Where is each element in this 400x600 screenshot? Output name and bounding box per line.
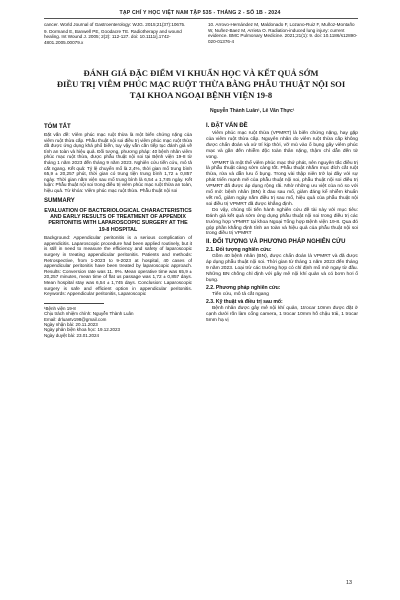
- abstract-vi-text: Đặt vấn đề: Viêm phúc mạc ruột thừa là một biến chứng nặng của viêm ruột thừa cấp. Phẫu thuật nội soi điều trị viêm phúc mạc ruột thừa đã được ứng dụng khá phổ biến, tuy vậy vẫn cần tiếp tục đánh giá về tính an toàn và hiệu quả. Đối tượng, phương pháp: 40 bệnh nhân viêm phúc mạc ruột thừa, được phẫu thuật nội soi tại Bệnh viện 19-8 từ tháng 1 năm 2023 đến tháng 9 năm 2023. Nghiên cứu tiến cứu, mô tả cắt ngang. Kết quả: Tỷ lệ chuyển mổ là 2,4%, thời gian mổ trung bình 65,9 ± 20,257 phút, thời gian có trung tiện trung bình 1,72 ± 0,857 ngày. Thời gian nằm viện sau mổ trung bình là 6,54 ± 1,745 ngày. Kết luận: Phẫu thuật nội soi trong điều trị viêm phúc mạc ruột thừa an toàn, hiệu quả. Từ khóa: Viêm phúc mạc ruột thừa. Phẫu thuật nội soi: [44, 132, 192, 193]
- intro-paragraph-2: VPMRT là một thể viêm phúc mạc thứ phát, nên nguyên tắc điều trị là phẫu thuật càng sớm càng tốt. Phẫu thuật nhằm mục đích cắt ruột thừa, rửa và dẫn lưu ổ bụng. Trong vài thập niên trở lại đây với sự phát triển mạnh mẽ của phẫu thuật nội soi, phẫu thuật nội soi điều trị VPMRT đã được áp dụng rộng rãi. Nhờ những ưu việt của nó so với mổ mở: bệnh nhân (BN) ít đau sau mổ, giảm đáng kể nhiễm khuẩn vết mổ, giảm ngày nằm điều trị sau mổ, hiệu quả của phẫu thuật nội soi điều trị VPMRT đã được khẳng định.: [206, 160, 358, 207]
- summary-text: Background: Appendicular peritonitis is a serious complication of appendicitis. Laparoscopic procedure had been applied routinely, but it is still in need to measure the efficiency and safety of laparoscopic surgery in treating appendicular peritonitis. Patients and methods: Retrospective, from 1-2023 to 9-2023 at hospital, 40 cases of appendicular peritonitis have been treated by laparoscopic approach. Results: Conversion rate was 11. 9%. Mean operative time was 65,9 ± 20,257 minutes, mean time of flat us passage was 1,72 ± 0,857 days. Mean hospital stay was 6,54 ± 1,745 days. Conclusion: Laparoscopic surgery is safe and efficient option in appendicular peritonitis. Keywords: Appendicular peritonitis, Laparoscopic: [44, 235, 192, 297]
- section-2-1-text: Gồm 40 bệnh nhân (BN), được chẩn đoán là VPMRT và đã được áp dụng phẫu thuật nội soi. Thời gian từ tháng 1 năm 2023 đến tháng 9 năm 2023. Loại trừ các trường hợp có chỉ định mổ mở ngay từ đầu. Những BN chống chỉ định với gây mê nội khí quản và có bơm hơi ổ bụng.: [206, 254, 358, 283]
- section-2-2-text: Tiến cứu, mô tả cắt ngang: [212, 291, 269, 297]
- title-line: TẠI KHOA NGOẠI BỆNH VIỆN 19-8: [129, 90, 273, 100]
- section-2-1-heading: 2.1. Đối tượng nghiên cứu:: [206, 247, 272, 254]
- summary-heading: SUMMARY: [44, 197, 75, 204]
- reference-item: cancer. World Journal of Gastroenterology: WJG. 2015;21(37):10675.: [44, 22, 186, 27]
- footnote-reviewed: Ngày phản biện khoa học: 19.12.2023: [44, 327, 121, 333]
- header-rule: [44, 18, 358, 19]
- intro-paragraph-1: Viêm phúc mạc ruột thừa (VPMRT) là biến chứng nặng, hay gặp của viêm ruột thừa cấp. Nguyên nhân do viêm ruột thừa cấp không được chẩn đoán và xử trí kịp thời, vỡ mủ vào ổ bụng gây viêm phúc mạc và gần đến nhiễm độc toàn thân nặng, thậm chí dẫn đến tử vong.: [206, 131, 358, 160]
- abstract-vi-heading: TÓM TẮT: [44, 124, 71, 130]
- footnote-corresponding: Chịu trách nhiệm chính: Nguyễn Thành Luân: [44, 311, 134, 317]
- reference-item: 10. Arrovo-Hernández M, Maldonado F, Lozano-Ruiz F, Muñoz-Montaño W, Nuñez-Baez M, Arrieta O. Radiation-induced lung injury: current evidence. BMC Pulmonary Medicine. 2021;21(1): 9. doi: 10.1186/s12890-020-01376-4: [208, 22, 358, 44]
- page-number: 13: [346, 580, 352, 586]
- intro-heading: I. ĐẶT VẤN ĐỀ: [206, 123, 248, 129]
- article-authors: Nguyễn Thành Luân¹, Lê Văn Thực¹: [210, 108, 295, 114]
- footnote-received: Ngày nhận bài: 20.11.2023: [44, 321, 98, 327]
- footnote-accepted: Ngày duyệt bài: 23.01.2024: [44, 332, 100, 338]
- summary-title: EVALUATION OF BACTERIOLOGICAL CHARACTERISTICS AND EARLY RESULTS OF TREATMENT OF APPENDIX PERITONITIS WITH LAPAROSCOPIC SURGERY AT THE 19-8 HOSPITAL: [44, 207, 192, 233]
- footnote-email: Email: drluantv198@gmail.com: [44, 316, 107, 322]
- section-2-2-heading: 2.2. Phương pháp nghiên cứu:: [206, 284, 281, 291]
- methods-heading: II. ĐỐI TƯỢNG VÀ PHƯƠNG PHÁP NGHIÊN CỨU: [206, 239, 346, 246]
- intro-paragraph-3: Do vậy, chúng tôi tiến hành nghiên cứu đề tài này với mục tiêu: Đánh giá kết quả sớm ứng dụng phẫu thuật nội soi trong điều trị các trường hợp VPMRT tại khoa Ngoại Tổng hợp Bệnh viện 19-8. Qua đó góp phần khẳng định tính an toàn và hiệu quả của phẫu thuật nội soi trong điều trị VPMRT: [206, 207, 358, 237]
- section-2-3-heading: 2.3. Kỹ thuật và điều trị sau mổ:: [206, 298, 283, 305]
- references-right-column: [208, 22, 360, 45]
- article-title: [44, 68, 358, 101]
- references-left-column: [44, 22, 196, 46]
- footnote-rule: [44, 303, 104, 304]
- footnote-affiliation: ¹Bệnh viện 19-8: [44, 305, 76, 311]
- reference-item: 9. Dormand E, Banwell PE, Goodacre TE. Radiotherapy and wound healing. Int Wound J. 2005; 2(2): 112-127. doi: 10.1111/j.1742-4801.2005.00079.x: [44, 28, 182, 45]
- title-line: ĐIỀU TRỊ VIÊM PHÚC MẠC RUỘT THỪA BẰNG PHẪU THUẬT NỘI SOI: [56, 79, 346, 89]
- title-line: ĐÁNH GIÁ ĐẶC ĐIỂM VI KHUẨN HỌC VÀ KẾT QUẢ SỚM: [83, 68, 319, 78]
- journal-header: TẠP CHÍ Y HỌC VIỆT NAM TẬP 535 - THÁNG 2 - SỐ 1B - 2024: [119, 10, 281, 16]
- left-column: [44, 124, 192, 338]
- right-column: [206, 123, 358, 323]
- section-2-3-text: Bệnh nhân được gây mê nội khí quản, 1trocar 10mm được đặt ở cạnh dưới rốn làm cổng camera, 1 trocar 10mm hố chậu trái, 1 trocar 5mm hạ vị: [206, 305, 358, 323]
